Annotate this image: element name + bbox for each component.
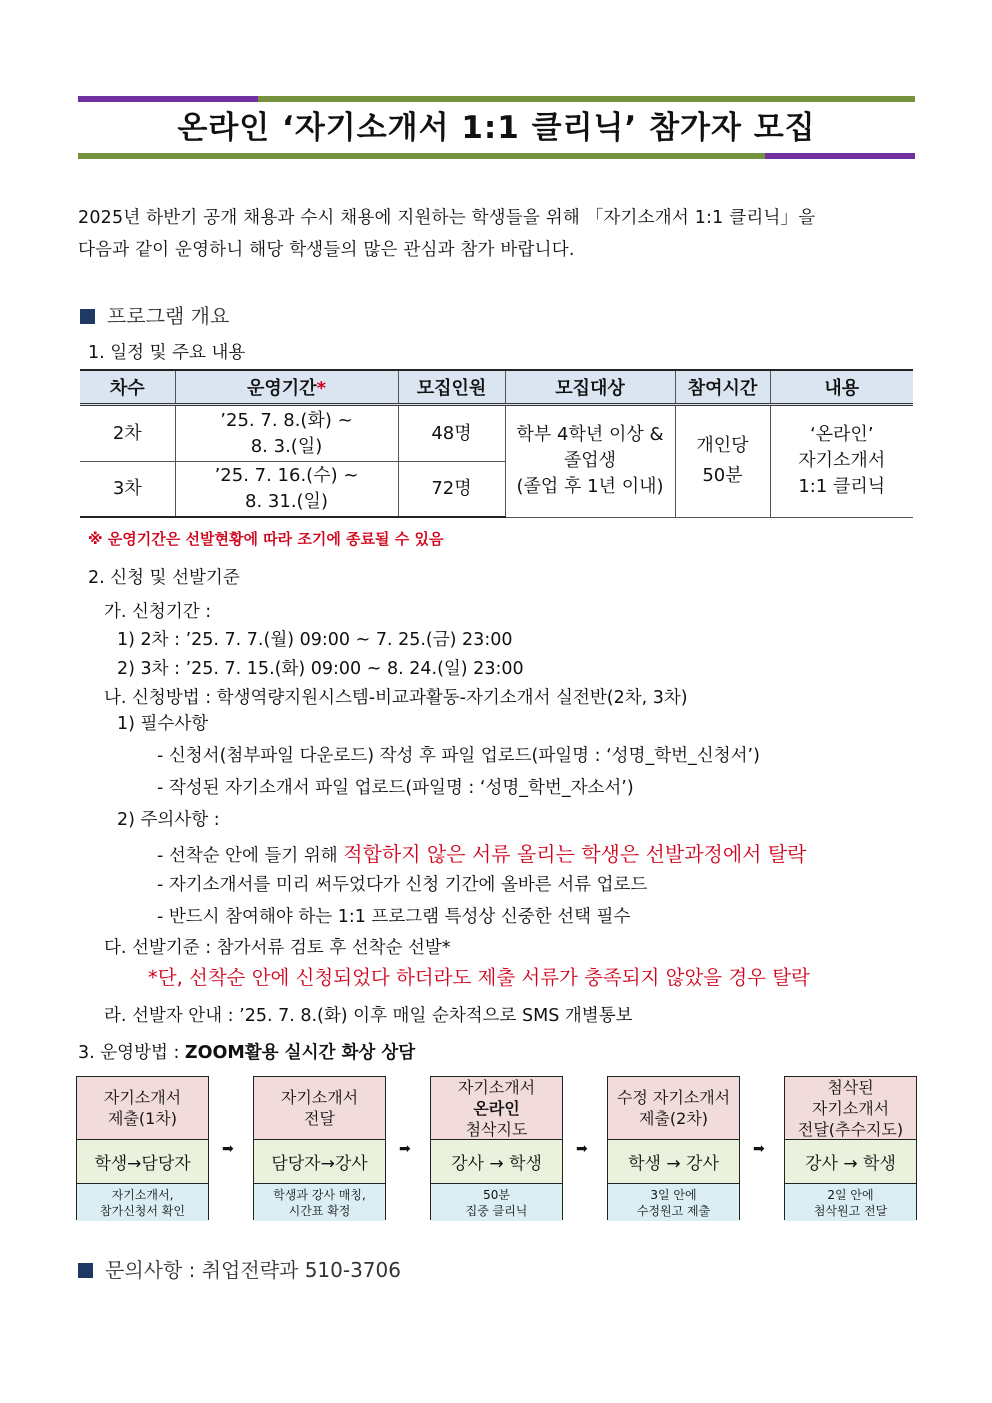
intro-line-1: 2025년 하반기 공개 채용과 수시 채용에 지원하는 학생들을 위해 「자기소개서 1:1 클리닉」을	[78, 208, 816, 228]
apply-period-round-2: 1) 2차 : ’25. 7. 7.(월) 09:00 ~ 7. 25.(금) 23:00	[117, 630, 513, 650]
flow-step-4	[607, 1076, 740, 1220]
item-2-heading: 2. 신청 및 선발기준	[88, 568, 240, 588]
intro-line-2: 다음과 같이 운영하니 해당 학생들의 많은 관심과 참가 바랍니다.	[78, 240, 575, 260]
caution-item-2: - 자기소개서를 미리 써두었다가 신청 기간에 올바른 서류 업로드	[157, 875, 648, 895]
flow-step-actor: 강사 → 학생	[431, 1140, 562, 1184]
header-round: 차수	[80, 370, 175, 405]
flow-step-title: 자기소개서 온라인 첨삭지도	[431, 1077, 562, 1140]
required-item-2: - 작성된 자기소개서 파일 업로드(파일명 : ‘성명_학번_자소서’)	[157, 778, 634, 798]
flow-step-detail: 2일 안에 첨삭원고 전달	[785, 1184, 916, 1221]
caution-heading: 2) 주의사항 :	[117, 810, 220, 830]
cell-round: 3차	[80, 462, 175, 518]
title-bar-top-green	[258, 96, 915, 102]
required-item-1: - 신청서(첨부파일 다운로드) 작성 후 파일 업로드(파일명 : ‘성명_학번_신청서’)	[157, 746, 760, 766]
flow-step-title: 수정 자기소개서 제출(2차)	[608, 1077, 739, 1140]
cell-target: 학부 4학년 이상 & 졸업생 (졸업 후 1년 이내)	[505, 405, 675, 518]
selection-notice: 라. 선발자 안내 : ’25. 7. 8.(화) 이후 매일 순차적으로 SMS 개별통보	[104, 1006, 633, 1026]
item-3-heading: 3. 운영방법 : ZOOM활용 실시간 화상 상담	[78, 1043, 416, 1063]
page-title: 온라인 ‘자기소개서 1:1 클리닉’ 참가자 모집	[177, 110, 816, 146]
cell-period: ’25. 7. 16.(수) ~ 8. 31.(일)	[175, 462, 398, 518]
cell-count: 72명	[398, 462, 505, 518]
schedule-note: ※ 운영기간은 선발현황에 따라 조기에 종료될 수 있음	[88, 530, 444, 548]
required-heading: 1) 필수사항	[117, 714, 209, 734]
flow-step-title: 첨삭된 자기소개서 전달(추수지도)	[785, 1077, 916, 1140]
title-bar-bottom-purple	[765, 153, 915, 159]
header-target: 모집대상	[505, 370, 675, 405]
flow-step-detail: 50분 집중 클리닉	[431, 1184, 562, 1221]
header-content: 내용	[770, 370, 913, 405]
flow-arrow-icon: ➡	[753, 1141, 765, 1157]
apply-method: 나. 신청방법 : 학생역량지원시스템-비교과활동-자기소개서 실전반(2차, 3차)	[104, 688, 688, 708]
flow-step-actor: 학생→담당자	[77, 1140, 208, 1184]
square-bullet-icon	[80, 309, 95, 324]
header-time: 참여시간	[675, 370, 770, 405]
section-overview	[80, 300, 229, 329]
selection-note: *단, 선착순 안에 신청되었다 하더라도 제출 서류가 충족되지 않았을 경우 탈락	[148, 966, 810, 989]
apply-period-round-3: 2) 3차 : ’25. 7. 15.(화) 09:00 ~ 8. 24.(일) 23:00	[117, 659, 524, 679]
cell-period: ’25. 7. 8.(화) ~ 8. 3.(일)	[175, 405, 398, 462]
schedule-table	[80, 369, 913, 518]
flow-step-3	[430, 1076, 563, 1220]
contact-text: 문의사항 : 취업전략과 510-3706	[105, 1258, 401, 1282]
header-period-star: *	[316, 378, 326, 399]
flow-arrow-icon: ➡	[576, 1141, 588, 1157]
flow-step-detail: 자기소개서, 참가신청서 확인	[77, 1184, 208, 1221]
selection-criteria: 다. 선발기준 : 참가서류 검토 후 선착순 선발*	[104, 938, 451, 958]
header-period: 운영기간*	[175, 370, 398, 405]
caution-item-3: - 반드시 참여해야 하는 1:1 프로그램 특성상 신중한 선택 필수	[157, 907, 631, 927]
title-bar-top-purple	[78, 96, 258, 102]
apply-period-heading: 가. 신청기간 :	[104, 602, 212, 622]
cell-content: ‘온라인’ 자기소개서 1:1 클리닉	[770, 405, 913, 518]
flow-step-1	[76, 1076, 209, 1220]
flow-step-actor: 학생 → 강사	[608, 1140, 739, 1184]
table-header-row	[80, 370, 913, 405]
operation-method: ZOOM활용 실시간 화상 상담	[184, 1043, 416, 1063]
caution-warning-text: 적합하지 않은 서류 올리는 학생은 선발과정에서 탈락	[343, 842, 807, 866]
flow-step-detail: 3일 안에 수정원고 제출	[608, 1184, 739, 1221]
header-count: 모집인원	[398, 370, 505, 405]
flow-step-detail: 학생과 강사 매칭, 시간표 확정	[254, 1184, 385, 1221]
flow-arrow-icon: ➡	[399, 1141, 411, 1157]
flow-arrow-icon: ➡	[222, 1141, 234, 1157]
flow-step-title: 자기소개서 전달	[254, 1077, 385, 1140]
cell-count: 48명	[398, 405, 505, 462]
section-overview-label: 프로그램 개요	[107, 304, 230, 328]
flow-step-actor: 담당자→강사	[254, 1140, 385, 1184]
caution-item-1: - 선착순 안에 들기 위해 적합하지 않은 서류 올리는 학생은 선발과정에서 탈락	[157, 842, 807, 866]
section-contact	[78, 1254, 401, 1283]
flow-step-title: 자기소개서 제출(1차)	[77, 1077, 208, 1140]
title-bar-bottom-green	[78, 153, 765, 159]
cell-time: 개인당 50분	[675, 405, 770, 518]
flow-step-5	[784, 1076, 917, 1220]
item-1-heading: 1. 일정 및 주요 내용	[88, 343, 246, 363]
table-row	[80, 405, 913, 462]
cell-round: 2차	[80, 405, 175, 462]
flow-step-2	[253, 1076, 386, 1220]
square-bullet-icon	[78, 1263, 93, 1278]
flow-step-actor: 강사 → 학생	[785, 1140, 916, 1184]
